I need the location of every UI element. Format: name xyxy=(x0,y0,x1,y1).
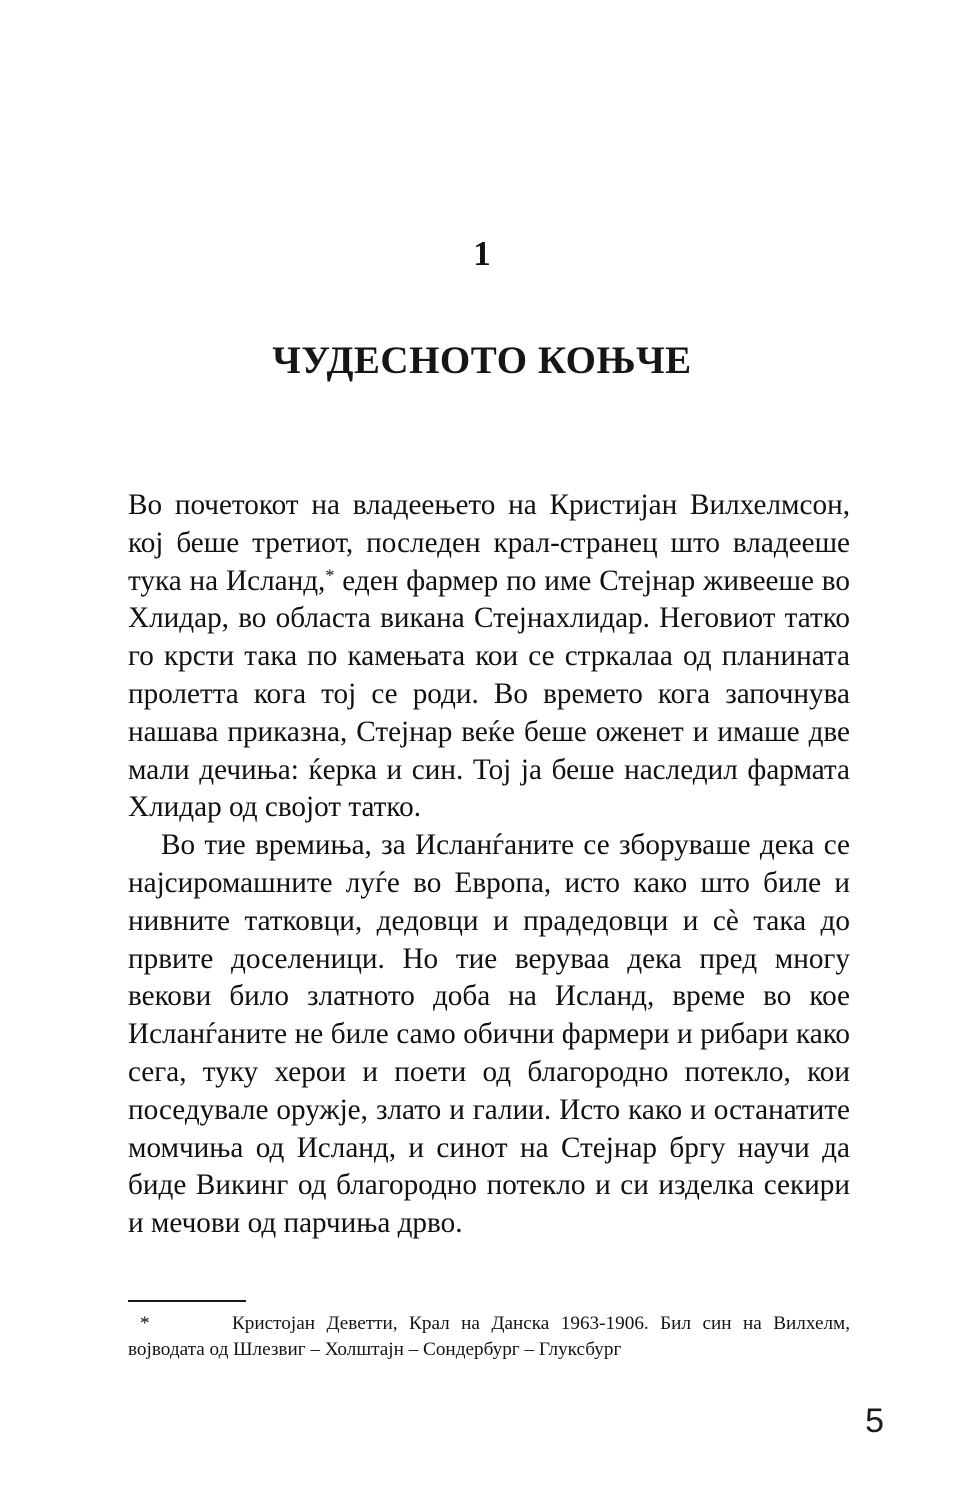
paragraph-1 xyxy=(128,487,850,827)
footnote-reference-marker[interactable]: * xyxy=(325,564,335,585)
paragraph-2: Во тие времиња, за Исланѓаните се зборуваше дека се најсиромашните луѓе во Европа, исто како што биле и нивните татковци, дедовци и прадедовци и сè така до првите доселеници. Но тие веруваа дека пред многу векови било златното доба на Исланд, време во кое Исланѓаните не биле само обични фармери и рибари како сега, туку херои и поети од благородно потекло, кои поседувале оружје, злато и галии. Исто како и останатите момчиња од Исланд, и синот на Стејнар бргу научи да биде Викинг од благородно потекло и си изделка секири и мечови од парчиња дрво. xyxy=(128,829,850,1240)
footnote-body: Кристојан Деветти, Крал на Данска 1963-1906. Бил син на Вилхелм, војводата од Шлезвиг – Холштајн – Сондербург – Глуксбург xyxy=(128,1313,850,1360)
chapter-title: ЧУДЕСНОТО КОЊЧЕ xyxy=(272,339,692,383)
paragraph-1-text-after-footnote: еден фармер по име Стејнар живееше во Хлидар, во областа викана Стејнахлидар. Неговиот татко го крсти така по камењата кои се стркалаа од планината пролетта кога тој се роди. Во времето кога започнува нашава приказна, Стејнар веќе беше оженет и имаше две мали дечиња: ќерка и син. Тој ја беше наследил фармата Хлидар од својот татко. xyxy=(128,564,850,824)
footnote-text xyxy=(128,1311,850,1362)
paragraph-1-text-before-footnote: Во почетокот на владеењето на Кристијан Вилхелмсон, кој беше третиот, последен крал-странец што владееше тука на Исланд, xyxy=(128,489,850,597)
body-text-block xyxy=(128,487,850,1243)
footnote-separator-rule xyxy=(128,1300,246,1302)
chapter-number: 1 xyxy=(473,234,491,273)
page-number: 5 xyxy=(865,1402,884,1440)
footnote-block xyxy=(128,1300,850,1362)
footnote-marker: * xyxy=(140,1313,150,1334)
